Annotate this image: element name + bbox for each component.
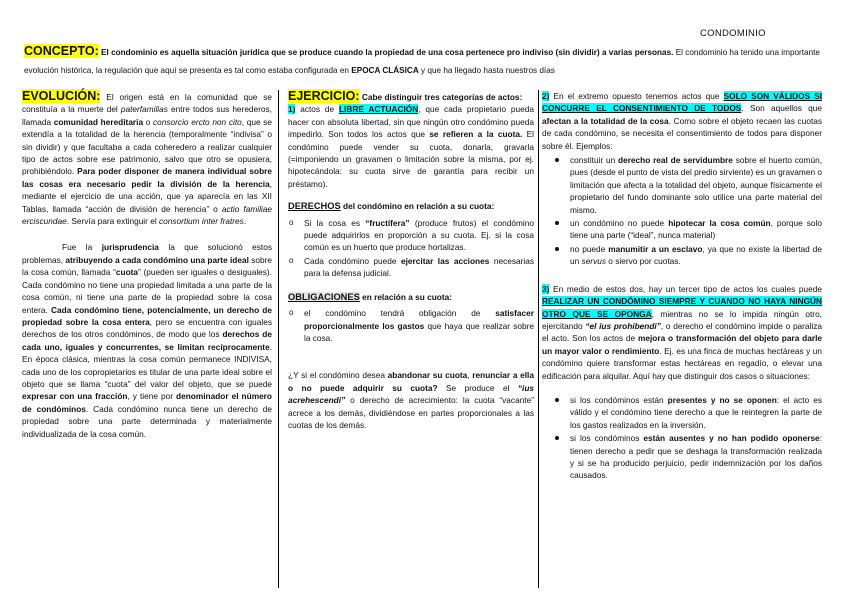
text-run: , <box>467 370 473 381</box>
text-run: sobre el huerto común, pues (desde el punto de vista del predio sirviente) es un gravamen o limitación que afecta a la totalidad del objeto, aunque físicamente el propietario del fundo dominante solo utilice una parte material del mismo. <box>570 155 822 215</box>
text-run: están ausentes y no han podido oponerse <box>643 433 820 444</box>
situaciones-list <box>542 394 822 482</box>
text-run: si los condóminos <box>570 433 644 444</box>
text-run: . Servía para extinguir el <box>66 216 159 227</box>
derechos-list <box>288 217 534 280</box>
text-run: : tienen derecho a pedir que se deshaga la transformación realizada y si se ha producido perjuicio, pedir indemnización por los daños causados. <box>570 433 822 481</box>
text-run: . Como sobre el objeto recaen las cuotas de cada condómino, se necesita el consentimiento de todos para disponer sobre él. Ejemplos: <box>542 115 823 151</box>
evolucion-heading: EVOLUCIÓN: <box>22 89 101 103</box>
consentimiento-examples-list <box>542 154 822 268</box>
text-run: derechos de cada uno, iguales y concurrentes, se limitan recíprocamente <box>22 329 272 352</box>
actos-column <box>542 90 822 587</box>
text-run: , que se extendía a la totalidad de la herencia (temporalmente “indivisa” o sin dividir) y que facultaba a cada coheredero a realizar cualquier tipo de actos sobre ese patrimonio, salvo que otro se opusiera, prohibiéndolo. <box>22 116 272 177</box>
ejercicio-intro <box>288 90 534 103</box>
text-run: mejora o transformación del objeto para darle un mayor valor o rendimiento <box>542 333 822 356</box>
list-item <box>288 307 534 344</box>
obligaciones-list <box>288 307 534 344</box>
obligaciones-heading: OBLIGACIONES en relación a su cuota: <box>288 291 453 302</box>
text-run: . Son aquellos que <box>741 103 822 114</box>
text-run: el condómino tendrá obligación de <box>304 308 496 319</box>
text-run: servus <box>581 256 606 267</box>
text-run: renunciar a ella o no puede adquirir su cuota? <box>288 370 534 393</box>
text-run: si los condóminos están <box>570 394 668 405</box>
document-title: CONDOMINIO <box>700 28 766 39</box>
text-run: , mientras no se lo impida ningún otro, ejercitando <box>542 308 822 331</box>
text-run: “el ius prohibendi” <box>585 320 661 331</box>
text-run: , pero se encuentra con iguales derechos de los otros condóminos, de modo que los <box>22 316 272 340</box>
list-item <box>288 217 534 254</box>
text-run: no puede <box>570 243 609 254</box>
text-run: Para poder disponer de manera individual sobre las cosas era necesario pedir la división de la herencia <box>22 166 272 189</box>
concepto-text: El condominio ha tenido una importante evolución histórica, la regulación que aquí se presenta es tal como estaba configurada en <box>24 48 820 75</box>
text-run: comunidad hereditaria <box>53 116 144 127</box>
text-run: actos de <box>295 104 339 115</box>
libre-actuacion-paragraph <box>288 103 534 190</box>
text-run: . Ej. es una finca de muchas hectáreas y un condómino quiere transformar estas hectáreas en regadío, o elevar una edificación para alquilar. Aquí hay que distinguir dos casos o situaciones: <box>542 345 822 381</box>
text-run: jurisprudencia <box>101 242 159 253</box>
text-run: En el extremo opuesto tenemos actos que <box>549 91 724 101</box>
text-run: un condómino no puede <box>570 218 669 229</box>
text-run: presentes y no se oponen <box>667 394 777 405</box>
text-run: abandonar su cuota <box>387 370 468 381</box>
text-run: El condómino puede vender su cuota, donarla, gravarla (=imponiendo un gravamen o limitación sobre la misma, por ej. hipotecándola: su cuota sirve de garantía para recibir un préstamo). <box>288 129 534 189</box>
evolucion-column <box>22 90 272 587</box>
text-run: “fructífera” <box>365 217 410 228</box>
ejercicio-column <box>288 90 534 587</box>
text-run: la que solucionó estos problemas, <box>22 242 272 265</box>
ejercicio-intro-text: Cabe distinguir tres categorías de actos: <box>359 92 523 102</box>
text-run: constituir un <box>570 155 619 166</box>
actos-consentimiento-paragraph <box>542 90 822 152</box>
text-run: Fue la <box>62 242 102 253</box>
text-run: SOLO SON VÁLIDOS SI CONCURRE EL CONSENTIMIENTO DE TODOS <box>542 91 823 114</box>
list-item <box>288 255 534 280</box>
text-run: afectan a la totalidad de la cosa <box>542 115 669 126</box>
text-run: Cada condómino tiene, potencialmente, un derecho de propiedad sobre la cosa entera <box>22 304 272 327</box>
concepto-epoca: EPOCA CLÁSICA <box>351 66 419 75</box>
actos-ius-prohibendi-paragraph <box>542 283 822 382</box>
text-run: ¿Y si el condómino desea <box>288 370 388 381</box>
text-run: : el acto es válido y el condómino tiene derecho a que le reintegren la parte de los gastos realizados en la inversión. <box>570 394 822 430</box>
text-run: . <box>243 216 247 227</box>
text-run: . Cada condómino nunca tiene un derecho de propiedad sobre una parte determinada y materialmente individualizada de la cosa común. <box>22 403 272 439</box>
text-run: . En época clásica, mientras la cosa común permanece INDIVISA, cada uno de los copropietarios es titular de una parte ideal sobre el objeto que se llama “cuota” del valor del objeto, que se puede <box>22 341 272 389</box>
text-run: paterfamilias <box>120 104 168 115</box>
list-item <box>542 432 822 482</box>
text-run: REALIZAR UN CONDÓMINO SIEMPRE Y CUANDO NO HAYA NINGÚN OTRO QUE SE OPONGA <box>542 296 822 319</box>
text-run: Si la cosa es <box>304 217 366 228</box>
text-run: se refieren a la cuota. <box>429 129 523 140</box>
text-run: En medio de estos dos, hay un tercer tipo de actos los cuales puede <box>549 283 822 294</box>
text-run: 3) <box>542 283 550 294</box>
text-run: 1) <box>288 104 296 115</box>
text-run: ” (pueden ser iguales o desiguales). Cada condómino no tiene una propiedad limitada a una parte de la cosa común, ni tiene una parte de la propiedad sobre la cosa entera. <box>22 267 272 315</box>
text-run: 2) <box>542 91 550 101</box>
list-item <box>542 243 822 268</box>
ejercicio-heading: EJERCICIO: <box>288 89 360 103</box>
concepto-definition: El condominio es aquella situación jurídica que se produce cuando la propiedad de una cosa pertenece pro indiviso (sin dividir) a varias personas. <box>98 48 674 57</box>
list-item <box>542 154 822 216</box>
text-run: “ius acrehescendi” <box>288 382 534 406</box>
text-run: Se produce el <box>437 382 518 393</box>
text-run: o siervo por cuotas. <box>605 256 681 267</box>
text-run: El origen está en la comunidad que se constituía a la muerte del <box>22 92 272 115</box>
text-run: LIBRE ACTUACIÓN <box>338 104 419 115</box>
concepto-text-end: y que ha llegado hasta nuestros días <box>418 66 555 75</box>
text-run: , o derecho el condómino impide o paraliza el acto. Son los actos de <box>542 320 822 344</box>
text-run: expresar con una fracción <box>22 391 128 402</box>
evolucion-paragraph-1 <box>22 90 272 227</box>
text-run: , ya que no existe la libertad de un <box>570 243 822 267</box>
text-run: consorcio ercto non cito <box>153 116 242 127</box>
concepto-heading: CONCEPTO: <box>24 44 99 58</box>
text-run: derecho real de servidumbre <box>618 155 733 166</box>
text-run: denominador el número de condóminos <box>22 391 272 414</box>
text-run: o <box>143 116 154 127</box>
text-run: atribuyendo a cada condómino una parte ideal <box>65 254 249 265</box>
text-run: actio familiae erciscundae <box>22 203 272 227</box>
ius-acrescendi-paragraph <box>288 369 534 431</box>
list-item <box>542 217 822 242</box>
text-run: que haya que realizar sobre la cosa. <box>304 320 534 343</box>
text-run: manumitir a un esclavo <box>608 243 703 254</box>
text-run: consortium inter fratres <box>158 216 244 227</box>
text-run: (produce frutos) el condómino puede adquirirlos en proporción a su cuota. Ej. si la cosa común es un huerto que produce hortalizas. <box>304 217 534 253</box>
concepto-section <box>24 42 834 80</box>
list-item <box>542 394 822 431</box>
text-run: , mediante el ejercicio de una acción, que ya aparecía en las XII Tablas, llamada “acción de división de herencia” o <box>22 178 272 214</box>
column-divider <box>538 90 539 588</box>
text-run: necesarias para la defensa judicial. <box>304 255 534 279</box>
text-run: satisfacer proporcionalmente los gastos <box>304 308 534 331</box>
text-run: , y tiene por <box>127 391 177 402</box>
text-run: Cada condómino puede <box>304 255 402 266</box>
text-run: entre todos sus herederos, llamada <box>22 104 272 127</box>
text-run: cuota <box>115 267 139 278</box>
text-run: , porque solo tiene una parte (“ideal”, nunca material) <box>570 218 822 241</box>
text-run: sobre la cosa común, llamada “ <box>22 254 272 278</box>
column-divider <box>278 90 279 588</box>
text-run: hipotecar la cosa común <box>668 218 771 229</box>
text-run: o derecho de acrecimiento: la cuota “vacante” acrece a los demás, dividiéndose en partes proporcionales a las cuotas de los demás. <box>288 395 534 430</box>
evolucion-paragraph-2 <box>22 241 272 440</box>
derechos-heading: DERECHOS del condómino en relación a su cuota: <box>288 201 495 212</box>
text-run: , que cada propietario pueda hacer con absoluta libertad, sin que ningún otro condómino pueda impedirlo. Son todos los actos que <box>288 104 534 140</box>
text-run: ejercitar las acciones <box>401 255 490 266</box>
